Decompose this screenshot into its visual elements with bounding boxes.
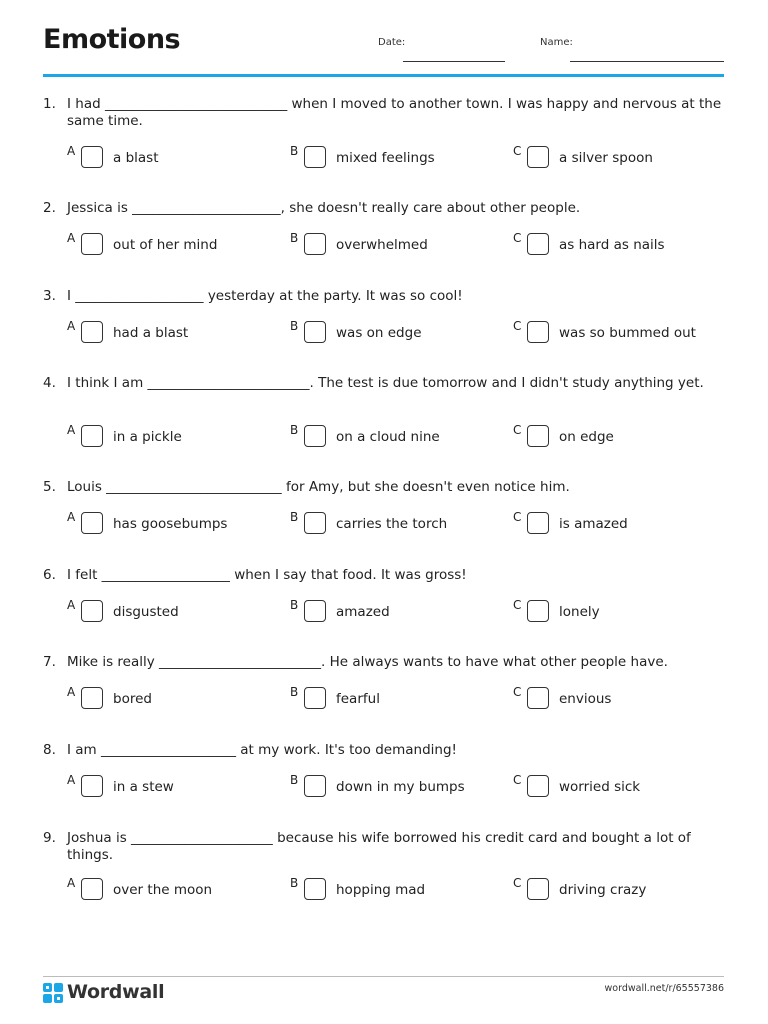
option-letter: A [67,773,76,787]
option-text: a silver spoon [559,150,653,166]
option-letter: A [67,319,76,333]
option-checkbox[interactable] [304,425,326,447]
option-letter: B [290,876,299,890]
option-letter: A [67,510,76,524]
question-text: I had ___________________________ when I moved to another town. I was happy and nervous at the same time. [67,96,722,129]
question-text: I am ____________________ at my work. It's too demanding! [67,742,457,758]
option-text: in a pickle [113,429,182,445]
option-checkbox[interactable] [81,512,103,534]
option-text: mixed feelings [336,150,435,166]
option-letter: C [513,598,522,612]
option-letter: B [290,773,299,787]
option-checkbox[interactable] [527,425,549,447]
option-checkbox[interactable] [527,321,549,343]
option-checkbox[interactable] [527,146,549,168]
question-text: Joshua is _____________________ because his wife borrowed his credit card and bought a lot of things. [67,830,691,863]
option-checkbox[interactable] [304,878,326,900]
name-label: Name: [540,37,573,48]
option-checkbox[interactable] [304,600,326,622]
question-text: I ___________________ yesterday at the party. It was so cool! [67,288,463,304]
option-text: on edge [559,429,614,445]
question-number: 5. [43,479,56,495]
option-checkbox[interactable] [81,600,103,622]
option-checkbox[interactable] [527,512,549,534]
name-field-line[interactable] [570,61,724,62]
question-number: 8. [43,742,56,758]
option-checkbox[interactable] [527,600,549,622]
option-checkbox[interactable] [304,512,326,534]
option-letter: B [290,598,299,612]
option-checkbox[interactable] [304,233,326,255]
option-checkbox[interactable] [81,878,103,900]
option-text: was on edge [336,325,422,341]
option-text: is amazed [559,516,628,532]
option-letter: A [67,685,76,699]
option-letter: B [290,319,299,333]
option-checkbox[interactable] [81,425,103,447]
option-checkbox[interactable] [304,146,326,168]
question-number: 1. [43,96,56,112]
option-checkbox[interactable] [81,687,103,709]
option-text: has goosebumps [113,516,228,532]
option-text: disgusted [113,604,179,620]
option-checkbox[interactable] [304,687,326,709]
option-letter: C [513,144,522,158]
option-text: a blast [113,150,159,166]
option-text: overwhelmed [336,237,428,253]
question-number: 4. [43,375,56,391]
option-checkbox[interactable] [81,321,103,343]
logo-text: Wordwall [67,981,165,1003]
option-letter: C [513,876,522,890]
option-text: driving crazy [559,882,647,898]
option-text: down in my bumps [336,779,465,795]
option-letter: A [67,144,76,158]
option-checkbox[interactable] [304,775,326,797]
question-text: I think I am ________________________. The test is due tomorrow and I didn't study anything yet. [67,375,704,391]
question-number: 2. [43,200,56,216]
option-letter: C [513,319,522,333]
option-text: was so bummed out [559,325,696,341]
option-letter: A [67,876,76,890]
question-text: I felt ___________________ when I say that food. It was gross! [67,567,467,583]
option-letter: A [67,598,76,612]
question-text: Jessica is ______________________, she doesn't really care about other people. [67,200,581,216]
question-text: Louis __________________________ for Amy, but she doesn't even notice him. [67,479,570,495]
option-text: hopping mad [336,882,426,898]
option-text: worried sick [559,779,641,795]
option-letter: B [290,144,299,158]
option-text: in a stew [113,779,174,795]
option-text: on a cloud nine [336,429,440,445]
question-number: 7. [43,654,56,670]
option-checkbox[interactable] [527,233,549,255]
question-text: Mike is really ________________________. He always wants to have what other people have. [67,654,668,670]
question-number: 3. [43,288,56,304]
header-divider [43,74,724,77]
date-label: Date: [378,37,406,48]
footer-divider [43,976,724,977]
date-field-line[interactable] [403,61,505,62]
option-letter: C [513,773,522,787]
question-number: 6. [43,567,56,583]
option-letter: C [513,423,522,437]
question-number: 9. [43,830,56,846]
option-text: carries the torch [336,516,448,532]
option-text: had a blast [113,325,189,341]
option-checkbox[interactable] [527,878,549,900]
option-letter: B [290,510,299,524]
option-text: out of her mind [113,237,218,253]
option-letter: A [67,423,76,437]
option-checkbox[interactable] [304,321,326,343]
option-letter: C [513,510,522,524]
option-text: fearful [336,691,380,707]
option-letter: B [290,231,299,245]
option-checkbox[interactable] [81,233,103,255]
footer-url[interactable]: wordwall.net/r/65557386 [604,983,724,994]
option-text: as hard as nails [559,237,665,253]
option-text: envious [559,691,612,707]
option-text: over the moon [113,882,213,898]
page-title: Emotions [43,24,181,55]
option-text: amazed [336,604,390,620]
option-checkbox[interactable] [527,687,549,709]
option-checkbox[interactable] [527,775,549,797]
option-letter: B [290,423,299,437]
option-letter: B [290,685,299,699]
option-text: bored [113,691,152,707]
option-text: lonely [559,604,600,620]
option-letter: C [513,685,522,699]
option-letter: C [513,231,522,245]
wordwall-logo-icon [43,983,63,1003]
option-checkbox[interactable] [81,775,103,797]
option-checkbox[interactable] [81,146,103,168]
option-letter: A [67,231,76,245]
